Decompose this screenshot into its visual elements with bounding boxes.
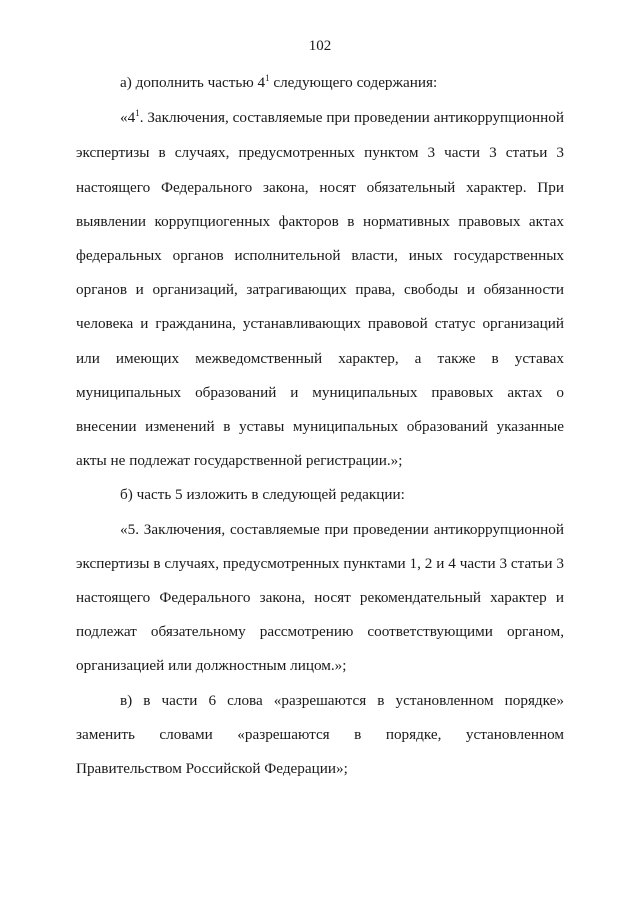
quote-part-4-1	[76, 101, 564, 478]
item-a-text: а) дополнить частью 4	[120, 74, 266, 91]
item-b: б) часть 5 изложить в следующей редакции:	[120, 486, 405, 504]
item-a	[76, 66, 564, 101]
page-number: 102	[308, 38, 332, 54]
document-body	[76, 66, 564, 786]
item-v: в) в части 6 слова «разрешаются в установленном порядке» заменить словами «разрешаются в порядке, установленном Правительством Российской Федерации»;	[76, 691, 564, 778]
quote-part-4-1-start: «4	[120, 109, 136, 127]
quote-part-4-1-superscript: 1	[135, 108, 140, 119]
quote-part-4-1-text: . Заключения, составляемые при проведении антикоррупционной экспертизы в случаях, предусмотренных пунктом 3 части 3 статьи 3 настоящего Федерального закона, носят обязательный характер. При выявлении коррупциогенных факторов в нормативных правовых актах федеральных органов исполнительной власти, иных государственных органов и организаций, затрагивающих права, свободы и обязанности человека и гражданина, устанавливающих правовой статус организаций или имеющих межведомственный характер, а также в уставах муниципальных образований и муниципальных правовых актах о внесении изменений в уставы муниципальных образований указанные акты не подлежат государственной регистрации.»;	[76, 109, 564, 470]
quote-part-5: «5. Заключения, составляемые при проведении антикоррупционной экспертизы в случаях, предусмотренных пунктами 1, 2 и 4 части 3 статьи 3 настоящего Федерального закона, носят рекомендательный характер и подлежат обязательному рассмотрению соответствующими органом, организацией или должностным лицом.»;	[76, 520, 564, 675]
item-a-text-end: следующего содержания:	[269, 74, 438, 91]
item-a-superscript: 1	[265, 73, 270, 83]
